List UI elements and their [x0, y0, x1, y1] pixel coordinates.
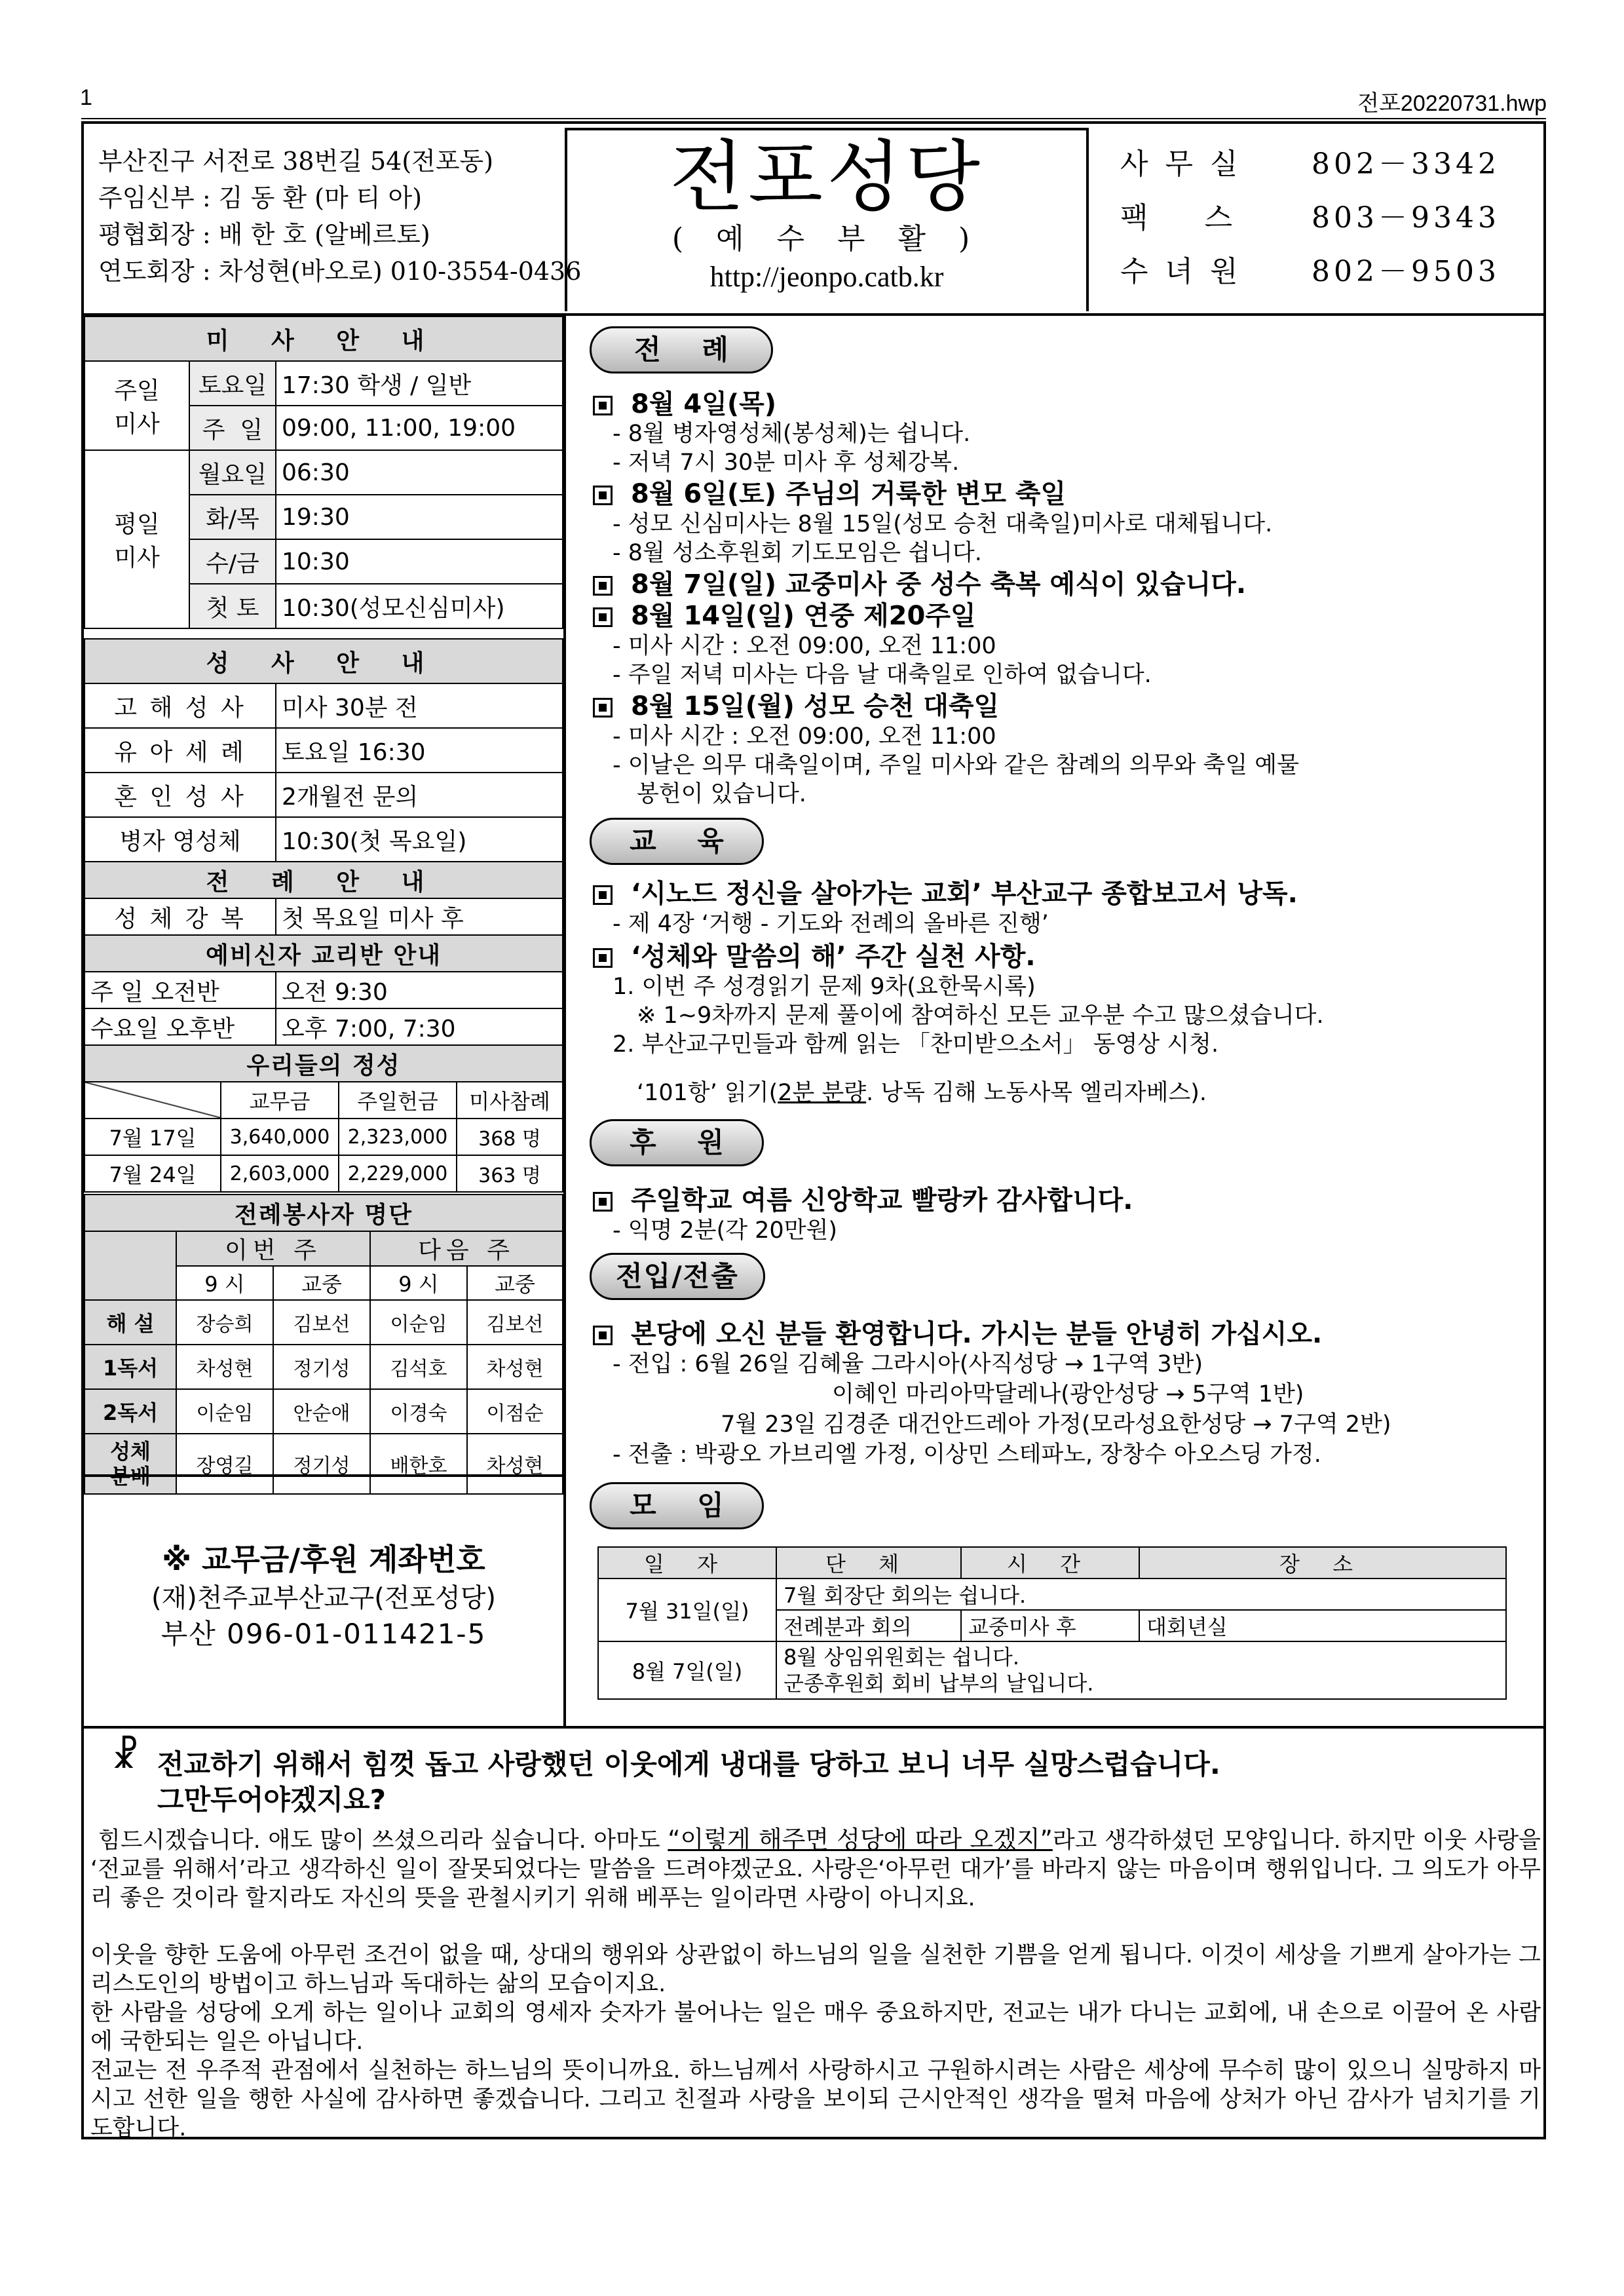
- meeting-table: [597, 1546, 1507, 1700]
- section-meeting: 모 임: [590, 1482, 764, 1529]
- liturgy-item: 8월 7일(일) 교중미사 중 성수 축복 예식이 있습니다.: [593, 564, 1246, 601]
- sacrament-name: 고 해 성 사: [85, 683, 276, 728]
- meeting-date: 7월 31일(일): [598, 1578, 776, 1641]
- mass-time: 19:30: [276, 495, 563, 539]
- sacrament-value: 10:30(첫 목요일): [276, 817, 563, 862]
- section-education: 교 육: [590, 818, 764, 865]
- section-liturgy: 전 례: [590, 326, 773, 373]
- diagonal-cell: [85, 1082, 221, 1119]
- mass-time: 09:00, 11:00, 19:00: [276, 406, 563, 450]
- sacrament-name: 혼 인 성 사: [85, 773, 276, 817]
- checkbox-icon: [593, 396, 613, 415]
- class-name: 수요일 오후반: [85, 1008, 276, 1045]
- detail-line: 봉헌이 있습니다.: [637, 781, 806, 807]
- sacrament-name: 유 아 세 례: [85, 728, 276, 773]
- mass-day: 화/목: [189, 495, 276, 539]
- convent-phone: 수 녀 원 802－9503: [1120, 255, 1500, 288]
- parish-info: [98, 143, 581, 290]
- mass-day: 토요일: [189, 361, 276, 406]
- server-name: 이순임: [176, 1389, 273, 1434]
- attendance-count: 368 명: [457, 1119, 563, 1155]
- detail-line: 1. 이번 주 성경읽기 문제 9차(요한묵시록): [613, 974, 1036, 1000]
- parish-url[interactable]: http://jeonpo.catb.kr: [709, 261, 944, 293]
- detail-line: - 제 4장 ‘거행 - 기도와 전례의 올바른 진행’: [613, 911, 1049, 937]
- page-number: 1: [80, 85, 92, 110]
- checkbox-icon: [593, 885, 613, 905]
- transfer-item: 본당에 오신 분들 환영합니다. 가시는 분들 안녕히 가십시오.: [593, 1313, 1322, 1350]
- column-header: 시 간: [961, 1547, 1139, 1578]
- federation-president: 연도회장 : 차성현(바오로) 010-3554-0436: [98, 257, 582, 286]
- education-item: ‘성체와 말씀의 해’ 주간 실천 사항.: [593, 936, 1036, 973]
- essay-title-cont: 그만두어야겠지요?: [157, 1784, 386, 1816]
- essay-paragraph: 힘드시겠습니다. 애도 많이 쓰셨으리라 싶습니다. 아마도 “이렇게 해주면 성당에 따라 오겠지”라고 생각하셨던 모양입니다. 하지만 이웃 사랑을 ‘전교를 위해서’라고 생각하신 일이 잘못되었다는 말씀을 드려야겠군요. 사랑은‘아무런 대가’를 바라지 않는 마음이며 행위입니다. 그 의도가 아무리 좋은 것이라 할지라도 자신의 뜻을 관철시키기 위해 베푸는 일이라면 사랑이 아니지요.: [90, 1826, 1541, 1911]
- mass-time-header: 9 시: [176, 1266, 273, 1300]
- liturgical-season: ( 예 수 부 활 ): [671, 222, 982, 256]
- detail-line: - 주일 저녁 미사는 다음 날 대축일로 인하여 없습니다.: [613, 662, 1152, 688]
- detail-line: ‘101항’ 읽기(2분 분량. 낭독 김해 노동사목 엘리자베스).: [637, 1080, 1207, 1106]
- mass-day: 첫 토: [189, 584, 276, 628]
- detail-line: - 전입 : 6월 26일 김혜율 그라시아(사직성당 → 1구역 3반): [613, 1351, 1203, 1377]
- checkbox-icon: [593, 607, 613, 627]
- mass-time: 10:30(성모신심미사): [276, 584, 563, 628]
- section-transfer: 전입/전출: [590, 1253, 765, 1300]
- pastor: 주임신부 : 김 동 환 (마 티 아): [98, 183, 423, 212]
- meeting-note: 8월 상임위원회는 쉽니다. 군종후원회 회비 납부의 날입니다.: [776, 1641, 1506, 1699]
- support-item: 주일학교 여름 신앙학교 빨랑카 감사합니다.: [593, 1179, 1133, 1217]
- office-phone: 사 무 실 802－3342: [1120, 147, 1500, 181]
- offering-heading: 우리들의 정성: [85, 1045, 563, 1082]
- meeting-time: 교중미사 후: [961, 1610, 1139, 1641]
- checkbox-icon: [593, 948, 613, 968]
- sacrament-heading: 성 사 안 내: [85, 639, 563, 683]
- mass-heading: 미 사 안 내: [85, 316, 563, 361]
- sacrament-value: 미사 30분 전: [276, 683, 563, 728]
- sacrament-name: 병자 영성체: [85, 817, 276, 862]
- sacrament-value: 2개월전 문의: [276, 773, 563, 817]
- parish-title: 전포성당: [670, 132, 984, 222]
- benediction-label: 성 체 강 복: [85, 898, 276, 935]
- column-header: 미사참례: [457, 1082, 563, 1119]
- server-name: 차성현: [467, 1434, 563, 1494]
- detail-line: - 저녁 7시 30분 미사 후 성체강복.: [613, 450, 960, 476]
- sacrament-value: 토요일 16:30: [276, 728, 563, 773]
- offering-amount: 3,640,000: [221, 1119, 339, 1155]
- servers-table: [84, 1194, 563, 1495]
- council-president: 평협회장 : 배 한 호 (알베르토): [98, 220, 430, 249]
- mass-time-header: 교중: [467, 1266, 563, 1300]
- contact-numbers: [1120, 138, 1500, 299]
- offering-date: 7월 17일: [85, 1119, 221, 1155]
- mass-day: 월요일: [189, 450, 276, 495]
- column-divider: [563, 313, 566, 1727]
- next-week-header: 다음 주: [370, 1231, 563, 1266]
- detail-line: - 미사 시간 : 오전 09:00, 오전 11:00: [613, 633, 996, 659]
- offering-date: 7월 24일: [85, 1155, 221, 1192]
- this-week-header: 이번 주: [176, 1231, 370, 1266]
- fax-number: 팩 스 803－9343: [1120, 201, 1500, 235]
- server-name: 이순임: [370, 1300, 467, 1345]
- detail-line: - 8월 병자영성체(봉성체)는 쉽니다.: [613, 421, 971, 447]
- essay-divider: [81, 1726, 1546, 1729]
- server-name: 안순애: [273, 1389, 370, 1434]
- detail-line: 이혜인 마리아막달레나(광안성당 → 5구역 1반): [832, 1381, 1304, 1407]
- server-role: 1독서: [85, 1345, 176, 1389]
- servers-bottom-rule: [81, 1474, 565, 1477]
- server-name: 정기성: [273, 1345, 370, 1389]
- liturgy-item: 8월 4일(목): [593, 383, 776, 421]
- checkbox-icon: [593, 576, 613, 596]
- server-name: 이점순: [467, 1389, 563, 1434]
- checkbox-icon: [593, 486, 613, 505]
- section-support: 후 원: [590, 1119, 764, 1166]
- sunday-mass-label: 주일 미사: [85, 361, 189, 450]
- column-header: 교무금: [221, 1082, 339, 1119]
- essay-title: 전교하기 위해서 힘껏 돕고 사랑했던 이웃에게 냉대를 당하고 보니 너무 실망스럽습니다.: [157, 1748, 1220, 1780]
- mass-day: 수/금: [189, 539, 276, 584]
- bank-account: [84, 1539, 563, 1653]
- meeting-place: 대회년실: [1139, 1610, 1506, 1641]
- detail-line: - 성모 신심미사는 8월 15일(성모 승천 대축일)미사로 대체됩니다.: [613, 511, 1273, 537]
- benediction-value: 첫 목요일 미사 후: [276, 898, 563, 935]
- top-rule: [81, 118, 1546, 119]
- education-item: ‘시노드 정신을 살아가는 교회’ 부산교구 종합보고서 낭독.: [593, 873, 1298, 910]
- server-name: 김보선: [467, 1300, 563, 1345]
- mass-time: 10:30: [276, 539, 563, 584]
- server-name: 차성현: [176, 1345, 273, 1389]
- class-name: 주 일 오전반: [85, 972, 276, 1008]
- server-name: 정기성: [273, 1434, 370, 1494]
- liturgy-item: 8월 14일(일) 연중 제20주일: [593, 595, 976, 632]
- sacrament-table: [84, 638, 563, 862]
- meeting-note: 7월 회장단 회의는 쉽니다.: [776, 1578, 1506, 1610]
- detail-line: - 이날은 의무 대축일이며, 주일 미사와 같은 참례의 의무와 축일 예물: [613, 752, 1299, 778]
- detail-line: - 미사 시간 : 오전 09:00, 오전 11:00: [613, 723, 996, 750]
- bank-title: ※ 교무금/후원 계좌번호: [162, 1542, 485, 1577]
- essay-paragraph: 한 사람을 성당에 오게 하는 일이나 교회의 영세자 숫자가 불어나는 일은 매우 중요하지만, 전교는 내가 다니는 교회에, 내 손으로 이끌어 온 사람에 국한되는 일은 아닙니다.: [90, 2000, 1541, 2055]
- weekday-mass-label: 평일 미사: [85, 450, 189, 628]
- server-name: 배한호: [370, 1434, 467, 1494]
- server-name: 장영길: [176, 1434, 273, 1494]
- meeting-group: 전례분과 회의: [776, 1610, 961, 1641]
- server-role: 2독서: [85, 1389, 176, 1434]
- bank-org: (재)천주교부산교구(전포성당): [151, 1583, 497, 1613]
- mass-time-header: 교중: [273, 1266, 370, 1300]
- mass-time-header: 9 시: [370, 1266, 467, 1300]
- class-time: 오전 9:30: [276, 972, 563, 1008]
- column-header: 장 소: [1139, 1547, 1506, 1578]
- server-name: 김석호: [370, 1345, 467, 1389]
- offering-amount: 2,323,000: [339, 1119, 457, 1155]
- liturgy-item: 8월 6일(토) 주님의 거룩한 변모 축일: [593, 473, 1066, 510]
- essay-paragraph: 이웃을 향한 도움에 아무런 조건이 없을 때, 상대의 행위와 상관없이 하느님의 일을 실천한 기쁨을 얻게 됩니다. 이것이 세상을 기쁘게 살아가는 그리스도인의 방법이고 하느님과 독대하는 삶의 모습이지요.: [90, 1942, 1541, 1997]
- class-time: 오후 7:00, 7:30: [276, 1008, 563, 1045]
- server-name: 김보선: [273, 1300, 370, 1345]
- liturgy-item: 8월 15일(월) 성모 승천 대축일: [593, 685, 999, 723]
- detail-line: - 전출 : 박광오 가브리엘 가정, 이상민 스테파노, 장창수 아오스딩 가정.: [613, 1442, 1321, 1468]
- mass-time: 06:30: [276, 450, 563, 495]
- column-header: 주일헌금: [339, 1082, 457, 1119]
- detail-line: 7월 23일 김경준 대건안드레아 가정(모라성요한성당 → 7구역 2반): [721, 1411, 1391, 1438]
- detail-line: 2. 부산교구민들과 함께 읽는 「찬미받으소서」 동영상 시청.: [613, 1031, 1219, 1058]
- detail-line: - 8월 성소후원회 기도모임은 쉽니다.: [613, 540, 982, 566]
- column-header: 일 자: [598, 1547, 776, 1578]
- servers-heading: 전례봉사자 명단: [85, 1195, 563, 1231]
- server-name: 이경숙: [370, 1389, 467, 1434]
- checkbox-icon: [593, 1192, 613, 1212]
- detail-line: - 익명 2분(각 20만원): [613, 1217, 837, 1244]
- offering-amount: 2,603,000: [221, 1155, 339, 1192]
- title-box: [565, 128, 1089, 311]
- attendance-count: 363 명: [457, 1155, 563, 1192]
- server-role: 해 설: [85, 1300, 176, 1345]
- checkbox-icon: [593, 698, 613, 718]
- catechumen-heading: 예비신자 교리반 안내: [85, 935, 563, 972]
- mass-table: [84, 316, 563, 629]
- server-name: 차성현: [467, 1345, 563, 1389]
- offering-table: [84, 1044, 563, 1193]
- mass-day: 주 일: [189, 406, 276, 450]
- liturgy-guide-heading: 전 례 안 내: [85, 862, 563, 898]
- blank-cell: [85, 1231, 176, 1300]
- meeting-date: 8월 7일(일): [598, 1641, 776, 1699]
- liturgy-guide-table: [84, 861, 563, 936]
- file-name: 전포20220731.hwp: [1357, 91, 1547, 116]
- column-header: 단 체: [776, 1547, 961, 1578]
- bank-account-number: 부산 096-01-011421-5: [161, 1618, 487, 1650]
- server-role: 성체 분배: [85, 1434, 176, 1494]
- offering-amount: 2,229,000: [339, 1155, 457, 1192]
- detail-line: ※ 1~9차까지 문제 풀이에 참여하신 모든 교우분 수고 많으셨습니다.: [637, 1003, 1324, 1029]
- catechumen-table: [84, 934, 563, 1046]
- server-name: 장승희: [176, 1300, 273, 1345]
- address: 부산진구 서전로 38번길 54(전포동): [98, 147, 494, 176]
- checkbox-icon: [593, 1326, 613, 1345]
- chi-rho-icon: ☧: [111, 1735, 140, 1776]
- essay-paragraph: 전교는 전 우주적 관점에서 실천하는 하느님의 뜻이니까요. 하느님께서 사랑하시고 구원하시려는 사람은 세상에 무수히 많이 있으니 실망하지 마시고 선한 일을 행한 사실에 감사하면 좋겠습니다. 그리고 친절과 사랑을 보이되 근시안적인 생각을 떨쳐 마음에 상처가 아닌 감사가 넘치기를 기도합니다.: [90, 2057, 1541, 2141]
- mass-time: 17:30 학생 / 일반: [276, 361, 563, 406]
